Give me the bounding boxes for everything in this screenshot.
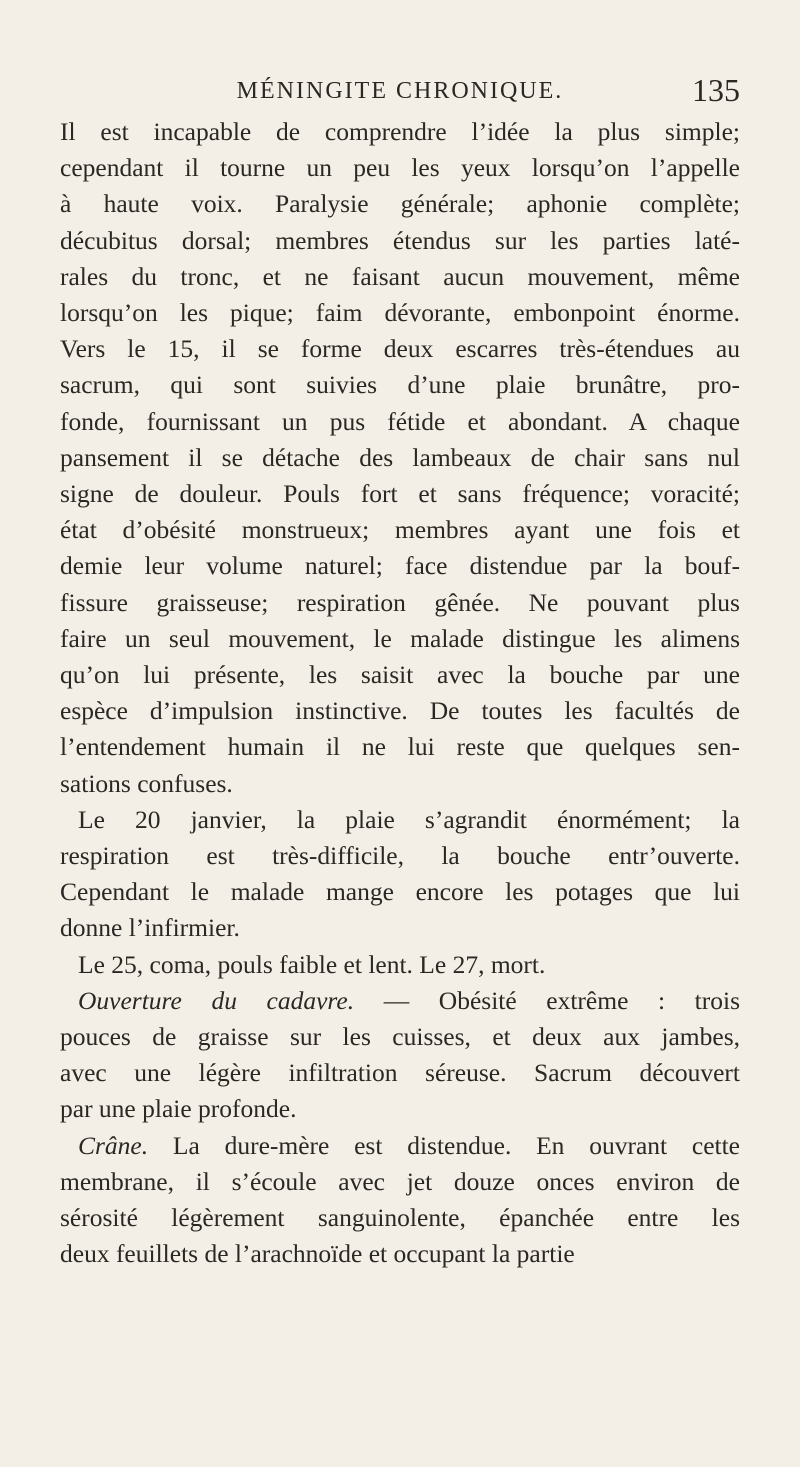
text-line <box>60 512 740 548</box>
text-line <box>60 476 740 512</box>
line-text: Le 25, coma, pouls faible et lent. Le 27, mort. <box>78 949 546 979</box>
text-line <box>60 585 740 621</box>
line-text: donne l’infirmier. <box>60 913 240 943</box>
line-text: faire un seul mouvement, le malade distingue les alimens <box>60 623 740 653</box>
text-line <box>60 331 740 367</box>
text-line <box>60 657 740 693</box>
line-text: lorsqu’on les pique; faim dévorante, embonpoint énorme. <box>60 298 740 328</box>
line-text: deux feuillets de l’arachnoïde et occupant la partie <box>60 1239 575 1269</box>
line-text: sérosité légèrement sanguinolente, épanchée entre les <box>60 1203 740 1233</box>
line-text: fonde, fournissant un pus fétide et abondant. A chaque <box>60 406 740 436</box>
line-text: fissure graisseuse; respiration gênée. Ne pouvant plus <box>60 587 740 617</box>
line-text: sacrum, qui sont suivies d’une plaie brunâtre, pro- <box>60 370 740 400</box>
line-text: état d’obésité monstrueux; membres ayant une fois et <box>60 515 740 545</box>
line-text: à haute voix. Paralysie générale; aphonie complète; <box>60 189 740 219</box>
text-line <box>60 1164 740 1200</box>
line-text: qu’on lui présente, les saisit avec la bouche par une <box>60 660 740 690</box>
body-text <box>60 114 740 1273</box>
line-text: l’entendement humain il ne lui reste que quelques sen- <box>60 732 740 762</box>
text-line <box>60 367 740 403</box>
text-line <box>60 295 740 331</box>
text-line <box>60 186 740 222</box>
text-line <box>60 1091 740 1127</box>
running-head <box>60 70 740 110</box>
text-line <box>60 223 740 259</box>
line-text: signe de douleur. Pouls fort et sans fréquence; voracité; <box>60 479 740 509</box>
line-text: espèce d’impulsion instinctive. De toutes les facultés de <box>60 696 740 726</box>
line-text: cependant il tourne un peu les yeux lorsqu’on l’appelle <box>60 153 740 183</box>
line-text: décubitus dorsal; membres étendus sur les parties laté- <box>60 225 740 255</box>
line-text: pouces de graisse sur les cuisses, et deux aux jambes, <box>60 1022 740 1052</box>
line-text: pansement il se détache des lambeaux de chair sans nul <box>60 442 740 472</box>
paragraph <box>60 802 740 947</box>
section-lead: Crâne. <box>78 1130 149 1160</box>
text-line <box>60 693 740 729</box>
text-line <box>60 440 740 476</box>
line-text: Cependant le malade mange encore les potages que lui <box>60 877 740 907</box>
text-line <box>60 621 740 657</box>
text-line <box>60 548 740 584</box>
paragraph <box>60 983 740 1128</box>
text-line <box>60 1055 740 1091</box>
line-text: La dure-mère est distendue. En ouvrant cette <box>148 1130 740 1160</box>
line-text: Il est incapable de comprendre l’idée la plus simple; <box>60 117 740 146</box>
paragraph <box>60 947 740 983</box>
text-line <box>60 1236 740 1272</box>
text-line <box>60 150 740 186</box>
line-text: respiration est très-difficile, la bouche entr’ouverte. <box>60 841 740 871</box>
section-lead: Ouverture du cadavre. <box>78 985 355 1015</box>
text-line <box>60 729 740 765</box>
text-line <box>60 404 740 440</box>
text-line <box>60 766 740 802</box>
running-title: MÉNINGITE CHRONIQUE. <box>236 78 564 104</box>
line-text: demie leur volume naturel; face distendue par la bouf- <box>60 551 740 581</box>
line-text: avec une légère infiltration séreuse. Sacrum découvert <box>60 1058 740 1088</box>
paragraph <box>60 114 740 802</box>
line-text: sations confuses. <box>60 768 233 798</box>
page-number: 135 <box>692 72 740 108</box>
text-line <box>60 947 740 983</box>
paragraph <box>60 1128 740 1273</box>
text-line <box>60 114 740 150</box>
text-line <box>60 838 740 874</box>
text-line <box>60 1200 740 1236</box>
text-line <box>60 1128 740 1164</box>
text-line <box>60 983 740 1019</box>
line-text: par une plaie profonde. <box>60 1094 297 1124</box>
text-line <box>60 910 740 946</box>
line-text: membrane, il s’écoule avec jet douze onces environ de <box>60 1166 740 1196</box>
line-text: rales du tronc, et ne faisant aucun mouvement, même <box>60 261 740 291</box>
text-line <box>60 1019 740 1055</box>
text-line <box>60 259 740 295</box>
text-line <box>60 874 740 910</box>
text-line <box>60 802 740 838</box>
line-text: — Obésité extrême : trois <box>354 985 740 1015</box>
line-text: Vers le 15, il se forme deux escarres très-étendues au <box>60 334 740 364</box>
line-text: Le 20 janvier, la plaie s’agrandit énormément; la <box>78 804 740 834</box>
